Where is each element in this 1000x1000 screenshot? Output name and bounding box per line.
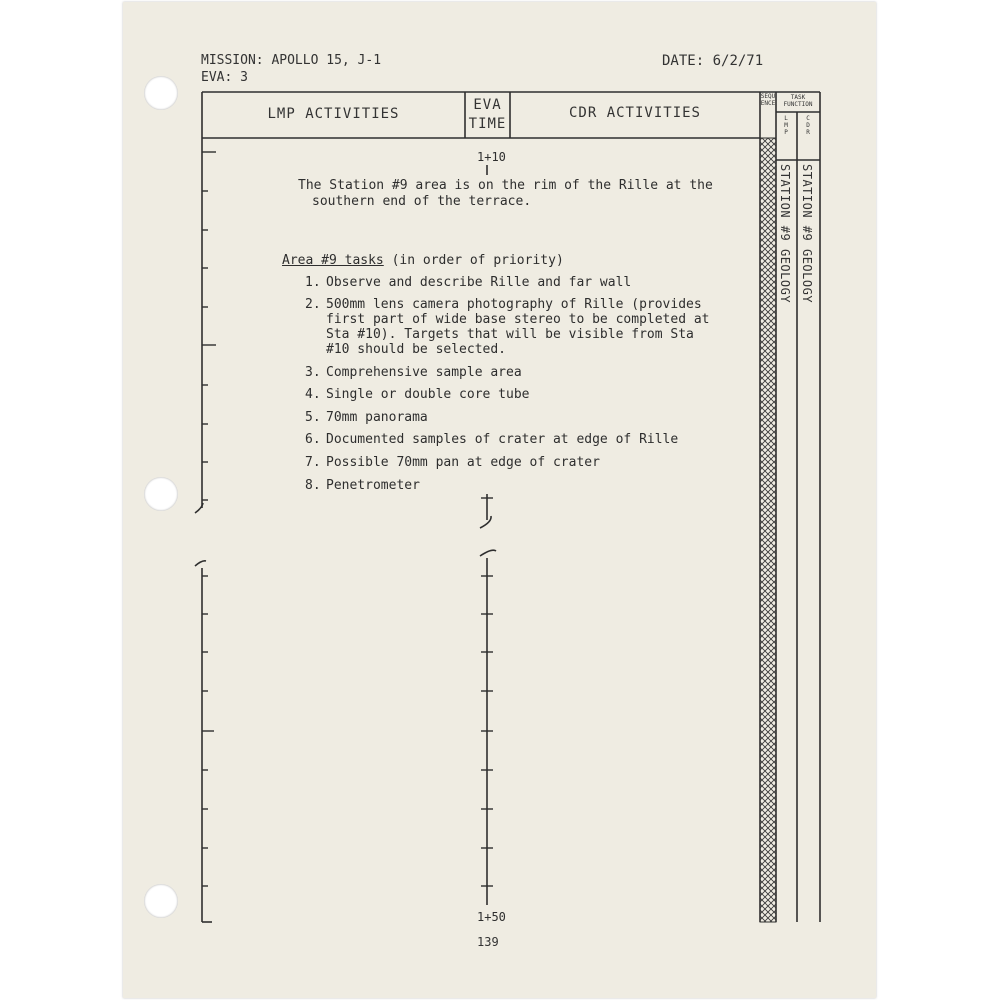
task-item-text: Penetrometer bbox=[326, 478, 420, 493]
task-item-text: 70mm panorama bbox=[326, 410, 428, 425]
eva-label: EVA: bbox=[201, 70, 233, 85]
tasks-heading-suffix: (in order of priority) bbox=[391, 253, 564, 268]
eva-end-time: 1+50 bbox=[477, 910, 506, 924]
task-number: 3. bbox=[305, 365, 321, 380]
lmp-function-header: LMP bbox=[784, 115, 788, 136]
task-item-text: Observe and describe Rille and far wall bbox=[326, 275, 632, 290]
date-label: DATE: bbox=[662, 53, 705, 69]
sequence-header: SEQUENCE bbox=[760, 93, 776, 107]
task-item-text: first part of wide base stereo to be completed at bbox=[326, 312, 710, 327]
task-function-line1: TASK bbox=[790, 94, 806, 101]
task-function-line2: FUNCTION bbox=[783, 101, 813, 108]
mission-label: MISSION: bbox=[201, 53, 264, 68]
eva-time-header-line1: EVA bbox=[473, 97, 502, 113]
eva-time-header-line2: TIME bbox=[468, 116, 507, 132]
task-function-header bbox=[776, 94, 820, 108]
task-number: 7. bbox=[305, 455, 321, 470]
lmp-task-function: STATION #9 GEOLOGY bbox=[778, 164, 792, 304]
task-item-text: Possible 70mm pan at edge of crater bbox=[326, 455, 600, 470]
page-number: 139 bbox=[477, 935, 499, 949]
mission-value: APOLLO 15, J-1 bbox=[271, 53, 382, 68]
station-intro-line1: The Station #9 area is on the rim of the Rille at the bbox=[298, 178, 713, 193]
tasks-heading bbox=[282, 253, 564, 268]
eva-value: 3 bbox=[240, 70, 248, 85]
cdr-activities-header: CDR ACTIVITIES bbox=[568, 105, 701, 121]
task-number: 5. bbox=[305, 410, 321, 425]
task-number: 1. bbox=[305, 275, 321, 290]
task-item-text: 500mm lens camera photography of Rille (provides bbox=[326, 297, 702, 312]
task-number: 8. bbox=[305, 478, 321, 493]
task-number: 2. bbox=[305, 297, 321, 312]
eva-start-time: 1+10 bbox=[477, 150, 506, 164]
task-number: 6. bbox=[305, 432, 321, 447]
tasks-heading-title: Area #9 tasks bbox=[282, 253, 384, 268]
date-value: 6/2/71 bbox=[712, 53, 764, 69]
lmp-activities-header: LMP ACTIVITIES bbox=[267, 106, 400, 122]
task-item-text: Sta #10). Targets that will be visible from Sta bbox=[326, 327, 694, 342]
task-item-text: Documented samples of crater at edge of Rille bbox=[326, 432, 679, 447]
cdr-function-header: CDR bbox=[806, 115, 810, 136]
task-number: 4. bbox=[305, 387, 321, 402]
station-intro-line2: southern end of the terrace. bbox=[312, 194, 532, 209]
task-item-text: #10 should be selected. bbox=[326, 342, 507, 357]
task-item-text: Single or double core tube bbox=[326, 387, 530, 402]
eva-time-header bbox=[465, 96, 510, 134]
cdr-task-function: STATION #9 GEOLOGY bbox=[800, 164, 814, 304]
task-item-text: Comprehensive sample area bbox=[326, 365, 522, 380]
